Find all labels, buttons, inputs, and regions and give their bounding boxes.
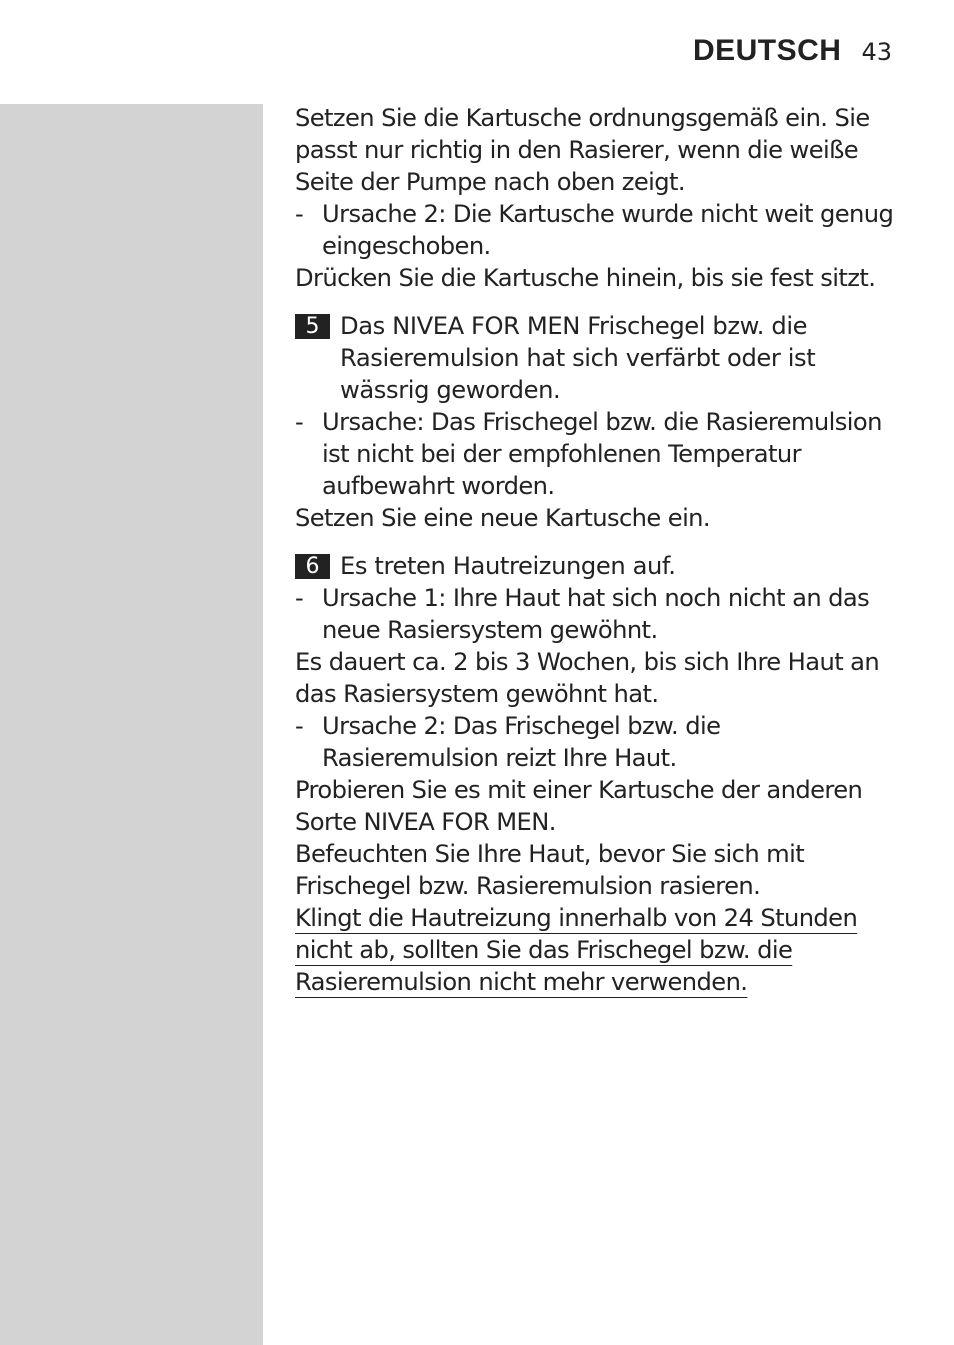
page-header [693, 34, 892, 68]
dash-bullet: - [295, 584, 304, 612]
dash-bullet: - [295, 200, 304, 228]
remedy-paragraph: Drücken Sie die Kartusche hinein, bis sie fest sitzt. [295, 264, 876, 292]
cause-text: Ursache: Das Frischegel bzw. die Rasieremulsion ist nicht bei der empfohlenen Temperatur aufbewahrt worden. [322, 408, 882, 500]
cause-text: Ursache 2: Das Frischegel bzw. die Rasieremulsion reizt Ihre Haut. [322, 712, 721, 772]
language-heading: DEUTSCH [692, 34, 842, 67]
cause-text: Ursache 2: Die Kartusche wurde nicht weit genug eingeschoben. [322, 200, 894, 260]
cause-item [295, 710, 900, 774]
remedy-paragraph: Setzen Sie eine neue Kartusche ein. [295, 504, 711, 532]
remedy-paragraph: Befeuchten Sie Ihre Haut, bevor Sie sich mit Frischegel bzw. Rasieremulsion rasieren. [295, 840, 805, 900]
remedy-paragraph: Es dauert ca. 2 bis 3 Wochen, bis sich Ihre Haut an das Rasiersystem gewöhnt hat. [295, 648, 880, 708]
step-title: Das NIVEA FOR MEN Frischegel bzw. die Rasieremulsion hat sich verfärbt oder ist wässrig geworden. [340, 312, 816, 404]
remedy-paragraph: Probieren Sie es mit einer Kartusche der anderen Sorte NIVEA FOR MEN. [295, 776, 863, 836]
page-number: 43 [861, 38, 892, 66]
cause-item [295, 582, 900, 646]
warning-text: Klingt die Hautreizung innerhalb von 24 Stunden nicht ab, sollten Sie das Frischegel bzw. die Rasieremulsion nicht mehr verwenden. [295, 904, 858, 996]
intro-paragraph: Setzen Sie die Kartusche ordnungsgemäß ein. Sie passt nur richtig in den Rasierer, wenn die weiße Seite der Pumpe nach oben zeigt. [295, 104, 870, 196]
dash-bullet: - [295, 408, 304, 436]
cause-item [295, 406, 900, 502]
warning-paragraph [295, 902, 900, 998]
step-number-badge: 6 [295, 554, 330, 579]
cause-text: Ursache 1: Ihre Haut hat sich noch nicht an das neue Rasiersystem gewöhnt. [322, 584, 870, 644]
page-content [295, 102, 900, 998]
step-number-badge: 5 [295, 314, 330, 339]
step-6-heading [295, 550, 900, 582]
dash-bullet: - [295, 712, 304, 740]
step-5-heading [295, 310, 900, 406]
step-title: Es treten Hautreizungen auf. [340, 552, 676, 580]
cause-item [295, 198, 900, 262]
grey-margin-bar [0, 104, 263, 1345]
